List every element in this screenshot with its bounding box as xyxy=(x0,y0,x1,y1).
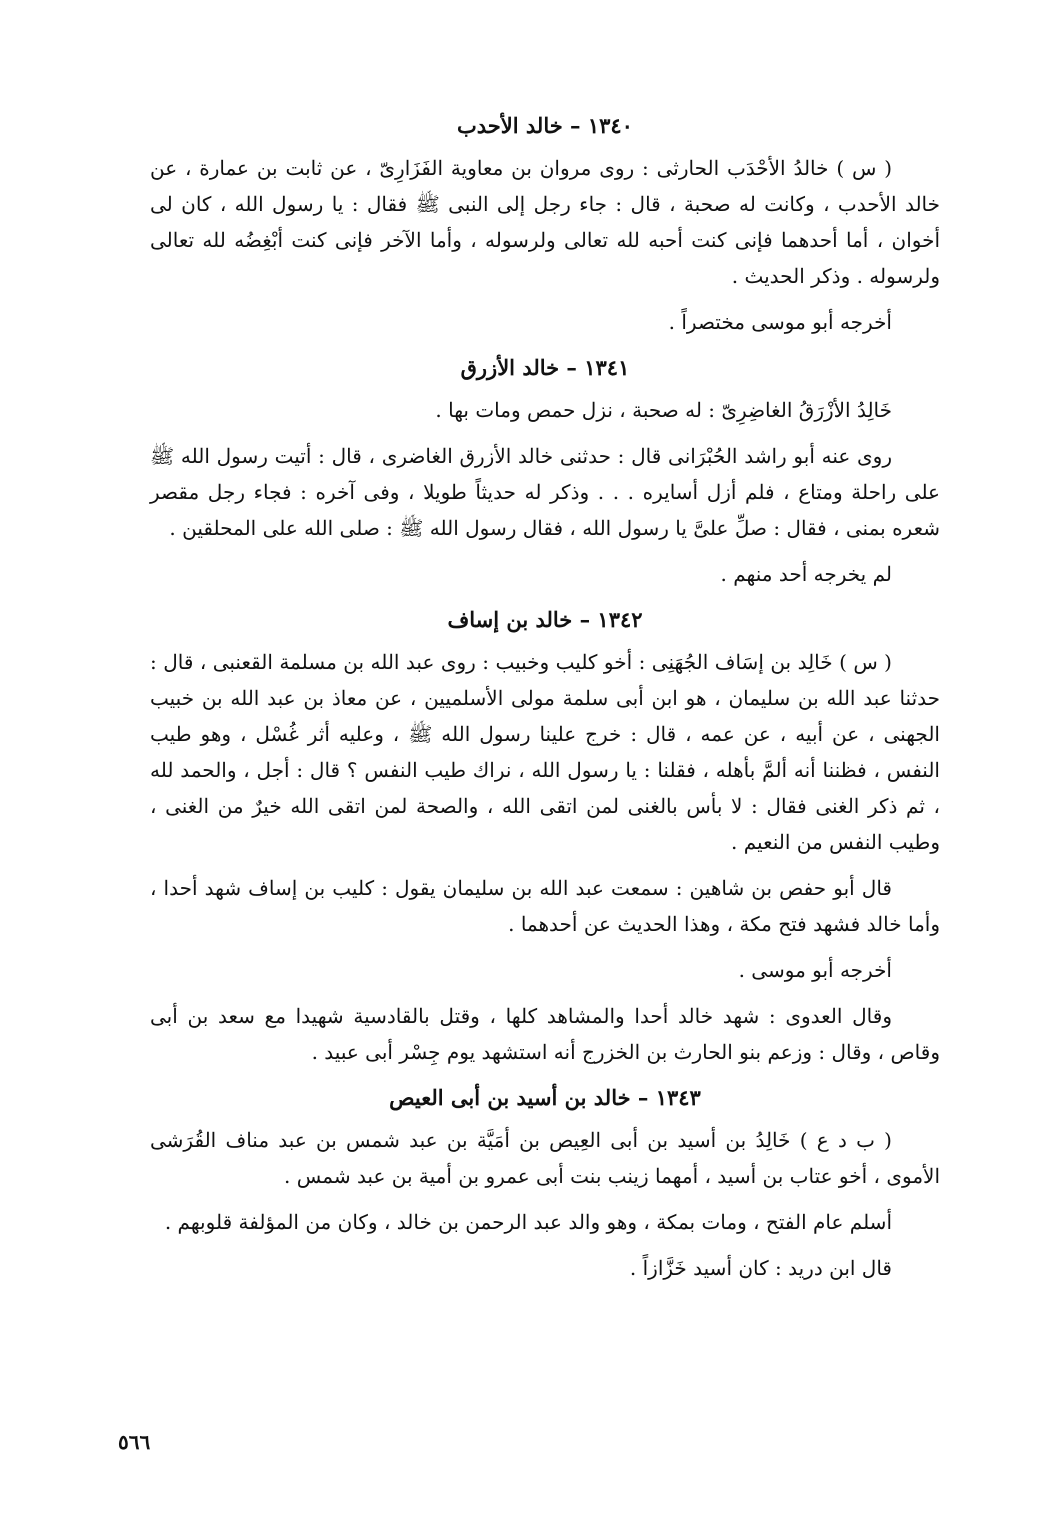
entry-paragraph: ( ب د ع ) خَالِدُ بن أسيد بن أبى العِيص بن أمَيَّة بن عبد شمس بن عبد مناف القُرَشى الأموى ، أخو عتاب بن أسيد ، أمهما زينب بنت أبى عمرو بن أمية بن عبد شمس . xyxy=(150,1128,940,1188)
book-page xyxy=(150,100,940,1480)
entry-paragraph: لم يخرجه أحد منهم . xyxy=(720,562,892,586)
entry-1340 xyxy=(150,108,940,340)
entry-paragraph: وقال العدوى : شهد خالد أحدا والمشاهد كلها ، وقتل بالقادسية شهيدا مع سعد بن أبى وقاص ، وقال : وزعم بنو الحارث بن الخزرج أنه استشهد يوم جِسْر أبى عبيد . xyxy=(150,1004,940,1064)
entry-paragraph: أخرجه أبو موسى . xyxy=(738,958,892,982)
entry-paragraph: أخرجه أبو موسى مختصراً . xyxy=(668,310,892,334)
entry-1343 xyxy=(150,1080,940,1286)
entry-heading: ١٣٤٢ – خالد بن إساف xyxy=(447,607,643,632)
entry-1342 xyxy=(150,602,940,1070)
entry-1341 xyxy=(150,350,940,592)
entry-heading: ١٣٤٠ – خالد الأحدب xyxy=(457,113,633,138)
page-number: ٥٦٦ xyxy=(118,1430,151,1454)
entry-paragraph: ( س ) خالدُ الأحْدَب الحارثى : روى مروان بن معاوية الفَزَارِىّ ، عن ثابت بن عمارة ، عن خالد الأحدب ، وكانت له صحبة ، قال : جاء رجل إلى النبى ﷺ فقال : يا رسول الله ، كان لى أخوان ، أما أحدهما فإنى كنت أحبه لله تعالى ولرسوله ، وأما الآخر فإنى كنت أبْغِضُه لله تعالى ولرسوله . وذكر الحديث . xyxy=(150,156,940,288)
entry-paragraph: أسلم عام الفتح ، ومات بمكة ، وهو والد عبد الرحمن بن خالد ، وكان من المؤلفة قلوبهم . xyxy=(164,1210,892,1234)
entry-paragraph: قال أبو حفص بن شاهين : سمعت عبد الله بن سليمان يقول : كليب بن إساف شهد أحدا ، وأما خالد فشهد فتح مكة ، وهذا الحديث عن أحدهما . xyxy=(150,876,940,936)
entry-paragraph: قال ابن دريد : كان أسيد خَزَّازاً . xyxy=(629,1256,892,1280)
entry-heading: ١٣٤١ – خالد الأزرق xyxy=(460,355,630,380)
entry-heading: ١٣٤٣ – خالد بن أسيد بن أبى العيص xyxy=(389,1085,701,1110)
entry-paragraph: خَالِدُ الأزْرَقُ الغاضِرِىّ : له صحبة ، نزل حمص ومات بها . xyxy=(435,398,892,422)
entry-paragraph: روى عنه أبو راشد الحُبْرَانى قال : حدثنى خالد الأزرق الغاضرى ، قال : أتيت رسول الله ﷺ على راحلة ومتاع ، فلم أزل أسايره . . . وذكر له حديثاً طويلا ، وفى آخره : فجاء رجل مقصر شعره بمنى ، فقال : صلِّ علىَّ يا رسول الله ، فقال رسول الله ﷺ : صلى الله على المحلقين . xyxy=(150,444,940,540)
entry-paragraph: ( س ) خَالِد بن إسَاف الجُهَنِى : أخو كليب وخبيب : روى عبد الله بن مسلمة القعنبى ، قال : حدثنا عبد الله بن سليمان ، هو ابن أبى سلمة مولى الأسلميين ، عن معاذ بن عبد الله بن خبيب الجهنى ، عن أبيه ، عن عمه ، قال : خرج علينا رسول الله ﷺ ، وعليه أثر غُسْل ، وهو طيب النفس ، فظننا أنه ألمَّ بأهله ، فقلنا : يا رسول الله ، نراك طيب النفس ؟ قال : أجل ، والحمد لله ، ثم ذكر الغنى فقال : لا بأس بالغنى لمن اتقى الله ، والصحة لمن اتقى الله خيرٌ من الغنى ، وطيب النفس من النعيم . xyxy=(150,650,940,854)
